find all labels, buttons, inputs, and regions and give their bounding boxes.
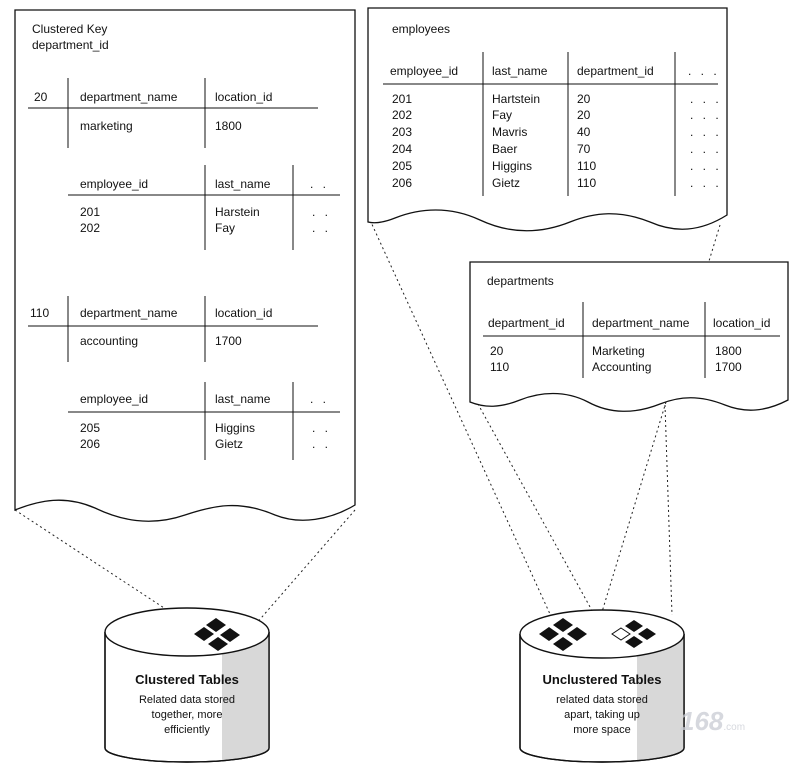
clustered-cylinder-desc-1: Related data stored (138, 694, 235, 706)
cluster-emp-col: last_name (215, 392, 271, 406)
employees-cell: . . . (690, 92, 722, 106)
departments-cell: Marketing (592, 344, 645, 358)
employees-cell: Hartstein (492, 92, 541, 106)
employees-page (368, 8, 727, 231)
cluster-emp-id: 205 (80, 421, 101, 435)
unclustered-cylinder-desc-3: more space (573, 724, 631, 736)
cluster-emp-col: last_name (215, 177, 271, 191)
employees-cell: Mavris (492, 125, 528, 139)
cluster-emp-more: . . (312, 421, 332, 435)
cluster-emp-col: employee_id (80, 177, 149, 191)
unclustered-cylinder-title: Unclustered Tables (542, 672, 662, 687)
employees-cell: Gietz (492, 176, 521, 190)
cluster-dept-col: department_name (80, 306, 178, 320)
employees-col: department_id (577, 64, 654, 78)
departments-cell: 20 (490, 344, 504, 358)
employees-cell: . . . (690, 159, 722, 173)
employees-cell: 70 (577, 142, 591, 156)
cluster-emp-id: 206 (80, 437, 101, 451)
cluster-emp-name: Fay (215, 221, 236, 235)
cluster-dept-value: 1800 (215, 119, 242, 133)
departments-col: department_name (592, 316, 690, 330)
cluster-dept-id: 20 (34, 90, 48, 104)
employees-cell: 205 (392, 159, 413, 173)
cluster-dept-col: location_id (215, 90, 273, 104)
employees-cell: Baer (492, 142, 518, 156)
cluster-emp-more: . . (312, 205, 332, 219)
departments-cell: Accounting (592, 360, 652, 374)
clustered-cylinder-desc-3: efficiently (164, 724, 210, 736)
cluster-dept-value: 1700 (215, 334, 242, 348)
cluster-dept-col: location_id (215, 306, 273, 320)
employees-col-more: . . . (688, 64, 720, 78)
cluster-emp-name: Harstein (215, 205, 260, 219)
employees-cell: . . . (690, 142, 722, 156)
cluster-emp-more: . . (312, 221, 332, 235)
cluster-emp-id: 201 (80, 205, 101, 219)
cluster-emp-name: Higgins (215, 421, 256, 435)
employees-cell: . . . (690, 176, 722, 190)
departments-col: location_id (713, 316, 771, 330)
cluster-key-title: Clustered Key (32, 22, 108, 36)
unclustered-cylinder-desc-2: apart, taking up (564, 709, 640, 721)
unclustered-cylinder-desc-1: related data stored (556, 694, 648, 706)
departments-title: departments (487, 274, 554, 288)
clustered-cylinder-desc-2: together, more (151, 709, 223, 721)
employees-cell: 20 (577, 92, 591, 106)
departments-cell: 110 (490, 360, 510, 374)
cluster-emp-more: . . (312, 437, 332, 451)
cluster-dept-col: department_name (80, 90, 178, 104)
employees-cell: 201 (392, 92, 413, 106)
employees-cell: 40 (577, 125, 591, 139)
cluster-emp-col-more: . . (310, 177, 330, 191)
employees-cell: 203 (392, 125, 413, 139)
cluster-dept-id: 110 (30, 306, 50, 320)
employees-col: employee_id (390, 64, 459, 78)
employees-cell: Fay (492, 108, 513, 122)
departments-cell: 1800 (715, 344, 742, 358)
cluster-dept-value: marketing (80, 119, 133, 133)
employees-cell: 110 (577, 176, 597, 190)
cluster-key-name: department_id (32, 38, 109, 52)
employees-cell: . . . (690, 125, 722, 139)
clustered-cylinder-title: Clustered Tables (135, 672, 239, 687)
watermark-logo: 168.com (680, 706, 746, 736)
clustered-page (15, 10, 355, 521)
cluster-emp-name: Gietz (215, 437, 244, 451)
employees-cell: 206 (392, 176, 413, 190)
employees-cell: 110 (577, 159, 597, 173)
departments-col: department_id (488, 316, 565, 330)
employees-cell: 202 (392, 108, 413, 122)
employees-col: last_name (492, 64, 548, 78)
employees-cell: . . . (690, 108, 722, 122)
cluster-emp-col: employee_id (80, 392, 149, 406)
cluster-emp-col-more: . . (310, 392, 330, 406)
employees-cell: 20 (577, 108, 591, 122)
departments-cell: 1700 (715, 360, 742, 374)
cluster-emp-id: 202 (80, 221, 101, 235)
employees-cell: 204 (392, 142, 413, 156)
employees-cell: Higgins (492, 159, 533, 173)
cluster-dept-value: accounting (80, 334, 139, 348)
employees-title: employees (392, 22, 451, 36)
